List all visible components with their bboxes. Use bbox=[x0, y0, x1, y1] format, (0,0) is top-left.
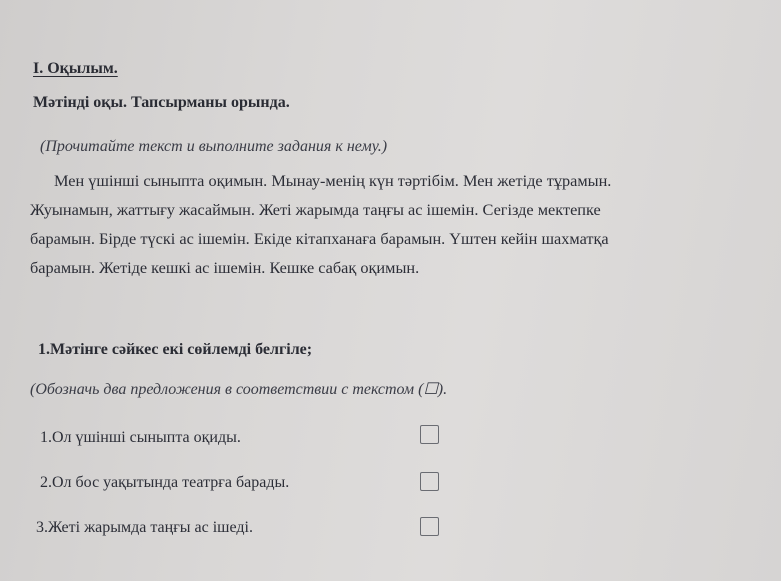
reading-text bbox=[30, 166, 770, 282]
question-title-kz: 1.Мәтінге сәйкес екі сөйлемді белгіле; bbox=[38, 341, 313, 358]
reading-line: Мен үшінші сыныпта оқимын. Мынау-менің күн тәртібім. Мен жетіде тұрамын. bbox=[54, 171, 612, 190]
statement-2-checkbox[interactable] bbox=[420, 472, 439, 491]
statement-2: 2.Ол бос уақытында театрға барады. bbox=[40, 474, 290, 491]
section-title: I. Оқылым. bbox=[33, 60, 118, 77]
statement-1: 1.Ол үшінші сыныпта оқиды. bbox=[40, 429, 241, 446]
reading-line: Жуынамын, жаттығу жасаймын. Жеті жарымда таңғы ас ішемін. Сегізде мектепке bbox=[30, 200, 601, 219]
reading-line: барамын. Жетіде кешкі ас ішемін. Кешке сабақ оқимын. bbox=[30, 258, 420, 277]
statement-3: 3.Жеті жарымда таңғы ас ішеді. bbox=[36, 519, 253, 536]
statement-3-checkbox[interactable] bbox=[420, 517, 439, 536]
reading-line: барамын. Бірде түскі ас ішемін. Екіде кітапханаға барамын. Үштен кейін шахматқа bbox=[30, 229, 609, 248]
task-title-kz: Мәтінді оқы. Тапсырманы орында. bbox=[33, 94, 290, 111]
statement-1-checkbox[interactable] bbox=[420, 425, 439, 444]
task-title-ru: (Прочитайте текст и выполните задания к нему.) bbox=[40, 138, 388, 155]
question-title-ru: (Обозначь два предложения в соответствии с текстом (☐). bbox=[30, 381, 448, 398]
